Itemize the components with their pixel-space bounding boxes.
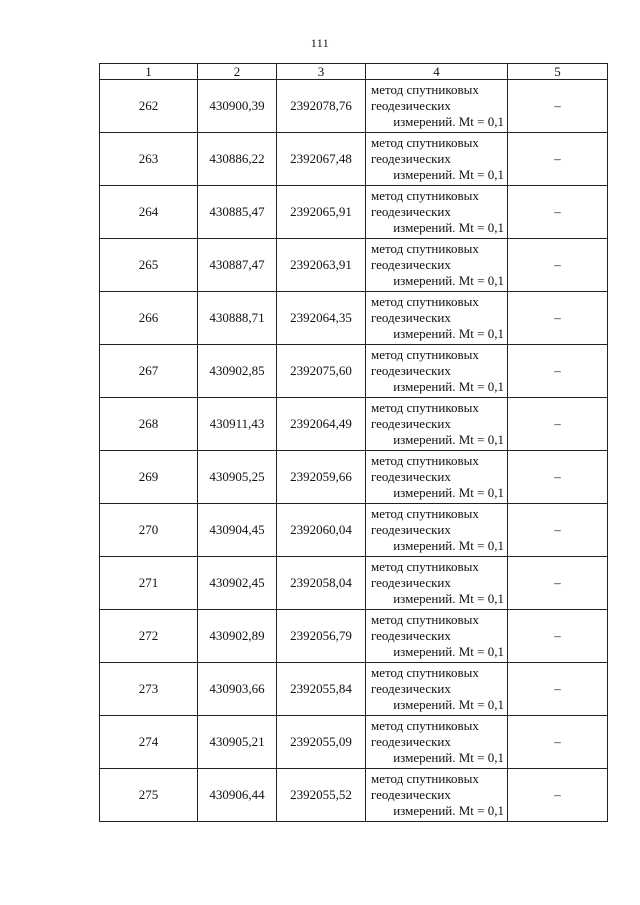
note-cell: – — [508, 504, 608, 557]
method-description-line: метод спутниковых — [371, 241, 479, 256]
y-coordinate-cell: 2392055,52 — [277, 769, 366, 822]
method-description-cell — [366, 186, 508, 239]
table-row — [100, 663, 608, 716]
method-description-line: геодезических — [371, 98, 451, 113]
method-description-line: геодезических — [371, 734, 451, 749]
table-row — [100, 769, 608, 822]
method-description-line: метод спутниковых — [371, 718, 479, 733]
method-description-line: геодезических — [371, 628, 451, 643]
y-coordinate-cell: 2392075,60 — [277, 345, 366, 398]
point-number-cell: 262 — [100, 80, 198, 133]
note-cell: – — [508, 133, 608, 186]
point-number-cell: 264 — [100, 186, 198, 239]
page-number: 111 — [310, 36, 330, 50]
method-description-line: метод спутниковых — [371, 188, 479, 203]
x-coordinate-cell: 430911,43 — [198, 398, 277, 451]
coordinates-table — [99, 63, 608, 822]
method-description-line: измерений. Mt = 0,1 — [393, 114, 504, 129]
table-row — [100, 292, 608, 345]
method-description-line: измерений. Mt = 0,1 — [393, 591, 504, 606]
point-number-cell: 275 — [100, 769, 198, 822]
method-description-cell — [366, 398, 508, 451]
x-coordinate-cell: 430903,66 — [198, 663, 277, 716]
x-coordinate-cell: 430887,47 — [198, 239, 277, 292]
method-description-cell — [366, 345, 508, 398]
table-row — [100, 716, 608, 769]
method-description-line: измерений. Mt = 0,1 — [393, 538, 504, 553]
x-coordinate-cell: 430905,25 — [198, 451, 277, 504]
method-description-line: геодезических — [371, 151, 451, 166]
point-number-cell: 273 — [100, 663, 198, 716]
method-description-line: геодезических — [371, 522, 451, 537]
method-description-line: измерений. Mt = 0,1 — [393, 750, 504, 765]
table-row — [100, 398, 608, 451]
y-coordinate-cell: 2392078,76 — [277, 80, 366, 133]
note-cell: – — [508, 186, 608, 239]
x-coordinate-cell: 430902,85 — [198, 345, 277, 398]
note-cell: – — [508, 557, 608, 610]
y-coordinate-cell: 2392064,49 — [277, 398, 366, 451]
method-description-cell — [366, 292, 508, 345]
method-description-line: измерений. Mt = 0,1 — [393, 644, 504, 659]
note-cell: – — [508, 292, 608, 345]
point-number-cell: 274 — [100, 716, 198, 769]
method-description-line: метод спутниковых — [371, 612, 479, 627]
method-description-line: метод спутниковых — [371, 453, 479, 468]
y-coordinate-cell: 2392056,79 — [277, 610, 366, 663]
point-number-cell: 268 — [100, 398, 198, 451]
table-row — [100, 186, 608, 239]
table-row — [100, 345, 608, 398]
method-description-cell — [366, 133, 508, 186]
method-description-line: измерений. Mt = 0,1 — [393, 432, 504, 447]
table-header-row — [100, 64, 608, 80]
column-header-5: 5 — [508, 64, 608, 80]
method-description-line: метод спутниковых — [371, 294, 479, 309]
point-number-cell: 267 — [100, 345, 198, 398]
x-coordinate-cell: 430902,89 — [198, 610, 277, 663]
method-description-line: измерений. Mt = 0,1 — [393, 326, 504, 341]
note-cell: – — [508, 663, 608, 716]
method-description-line: геодезических — [371, 257, 451, 272]
point-number-cell: 263 — [100, 133, 198, 186]
method-description-line: измерений. Mt = 0,1 — [393, 485, 504, 500]
method-description-line: геодезических — [371, 363, 451, 378]
method-description-line: измерений. Mt = 0,1 — [393, 220, 504, 235]
method-description-line: метод спутниковых — [371, 347, 479, 362]
point-number-cell: 269 — [100, 451, 198, 504]
point-number-cell: 271 — [100, 557, 198, 610]
note-cell: – — [508, 610, 608, 663]
note-cell: – — [508, 769, 608, 822]
point-number-cell: 265 — [100, 239, 198, 292]
table-row — [100, 610, 608, 663]
method-description-line: измерений. Mt = 0,1 — [393, 697, 504, 712]
x-coordinate-cell: 430886,22 — [198, 133, 277, 186]
x-coordinate-cell: 430900,39 — [198, 80, 277, 133]
note-cell: – — [508, 398, 608, 451]
method-description-line: метод спутниковых — [371, 771, 479, 786]
point-number-cell: 270 — [100, 504, 198, 557]
method-description-line: геодезических — [371, 310, 451, 325]
table-row — [100, 451, 608, 504]
method-description-line: измерений. Mt = 0,1 — [393, 273, 504, 288]
note-cell: – — [508, 345, 608, 398]
method-description-cell — [366, 769, 508, 822]
y-coordinate-cell: 2392063,91 — [277, 239, 366, 292]
x-coordinate-cell: 430904,45 — [198, 504, 277, 557]
method-description-line: геодезических — [371, 575, 451, 590]
method-description-line: измерений. Mt = 0,1 — [393, 379, 504, 394]
y-coordinate-cell: 2392055,84 — [277, 663, 366, 716]
method-description-line: геодезических — [371, 204, 451, 219]
column-header-2: 2 — [198, 64, 277, 80]
table-row — [100, 133, 608, 186]
method-description-line: измерений. Mt = 0,1 — [393, 803, 504, 818]
method-description-line: метод спутниковых — [371, 506, 479, 521]
column-header-4: 4 — [366, 64, 508, 80]
x-coordinate-cell: 430906,44 — [198, 769, 277, 822]
method-description-line: метод спутниковых — [371, 400, 479, 415]
column-header-1: 1 — [100, 64, 198, 80]
method-description-line: метод спутниковых — [371, 135, 479, 150]
method-description-line: геодезических — [371, 787, 451, 802]
table-row — [100, 239, 608, 292]
table-row — [100, 80, 608, 133]
x-coordinate-cell: 430888,71 — [198, 292, 277, 345]
point-number-cell: 266 — [100, 292, 198, 345]
method-description-cell — [366, 663, 508, 716]
method-description-cell — [366, 239, 508, 292]
note-cell: – — [508, 716, 608, 769]
point-number-cell: 272 — [100, 610, 198, 663]
y-coordinate-cell: 2392065,91 — [277, 186, 366, 239]
method-description-line: геодезических — [371, 469, 451, 484]
y-coordinate-cell: 2392055,09 — [277, 716, 366, 769]
method-description-cell — [366, 451, 508, 504]
table-row — [100, 504, 608, 557]
method-description-cell — [366, 557, 508, 610]
method-description-line: геодезических — [371, 416, 451, 431]
table-body — [100, 80, 608, 822]
note-cell: – — [508, 239, 608, 292]
method-description-line: метод спутниковых — [371, 82, 479, 97]
note-cell: – — [508, 80, 608, 133]
method-description-cell — [366, 80, 508, 133]
y-coordinate-cell: 2392058,04 — [277, 557, 366, 610]
method-description-cell — [366, 610, 508, 663]
y-coordinate-cell: 2392067,48 — [277, 133, 366, 186]
x-coordinate-cell: 430902,45 — [198, 557, 277, 610]
column-header-3: 3 — [277, 64, 366, 80]
y-coordinate-cell: 2392064,35 — [277, 292, 366, 345]
y-coordinate-cell: 2392059,66 — [277, 451, 366, 504]
x-coordinate-cell: 430905,21 — [198, 716, 277, 769]
method-description-line: метод спутниковых — [371, 665, 479, 680]
method-description-line: геодезических — [371, 681, 451, 696]
note-cell: – — [508, 451, 608, 504]
method-description-line: метод спутниковых — [371, 559, 479, 574]
method-description-line: измерений. Mt = 0,1 — [393, 167, 504, 182]
table-row — [100, 557, 608, 610]
x-coordinate-cell: 430885,47 — [198, 186, 277, 239]
y-coordinate-cell: 2392060,04 — [277, 504, 366, 557]
method-description-cell — [366, 504, 508, 557]
method-description-cell — [366, 716, 508, 769]
